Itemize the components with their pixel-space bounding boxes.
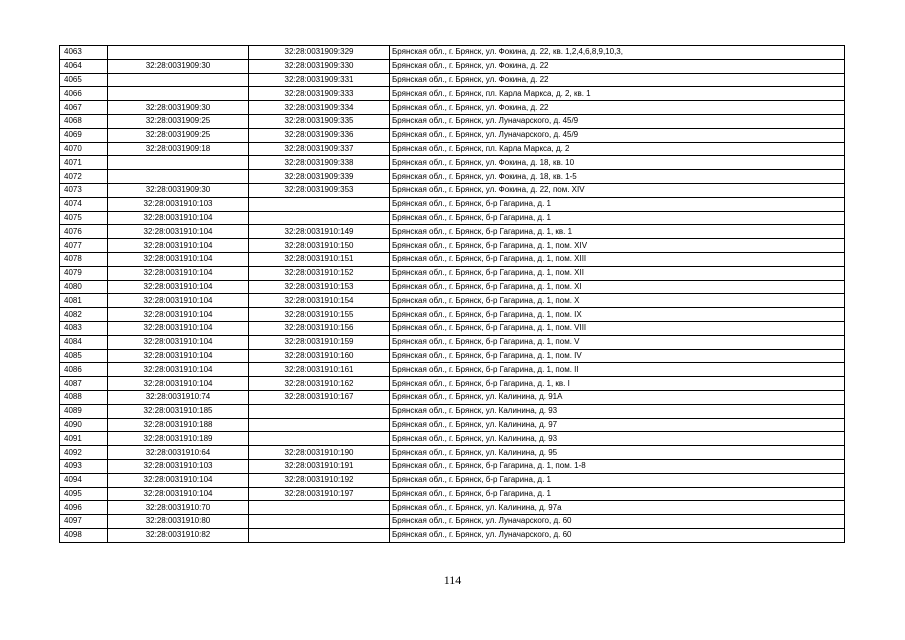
- row-number-cell: 4084: [60, 335, 108, 349]
- table-row: [60, 46, 845, 60]
- table-row: [60, 459, 845, 473]
- address-cell: Брянская обл., г. Брянск, б-р Гагарина, д. 1, пом. II: [390, 363, 845, 377]
- row-number-cell: 4083: [60, 321, 108, 335]
- object-number-cell: 32:28:0031910:160: [249, 349, 390, 363]
- address-cell: Брянская обл., г. Брянск, б-р Гагарина, д. 1: [390, 197, 845, 211]
- object-number-cell: [249, 404, 390, 418]
- object-number-cell: 32:28:0031909:339: [249, 170, 390, 184]
- row-number-cell: 4096: [60, 501, 108, 515]
- table-row: [60, 101, 845, 115]
- land-parcel-number-cell: 32:28:0031910:104: [108, 280, 249, 294]
- land-parcel-number-cell: 32:28:0031910:185: [108, 404, 249, 418]
- land-parcel-number-cell: 32:28:0031910:104: [108, 252, 249, 266]
- address-cell: Брянская обл., г. Брянск, ул. Фокина, д. 22: [390, 73, 845, 87]
- object-number-cell: 32:28:0031910:190: [249, 446, 390, 460]
- row-number-cell: 4097: [60, 515, 108, 529]
- table-row: [60, 335, 845, 349]
- land-parcel-number-cell: 32:28:0031910:104: [108, 363, 249, 377]
- address-cell: Брянская обл., г. Брянск, б-р Гагарина, д. 1, кв. 1: [390, 225, 845, 239]
- land-parcel-number-cell: [108, 87, 249, 101]
- row-number-cell: 4067: [60, 101, 108, 115]
- land-parcel-number-cell: 32:28:0031909:25: [108, 128, 249, 142]
- row-number-cell: 4077: [60, 239, 108, 253]
- address-cell: Брянская обл., г. Брянск, б-р Гагарина, д. 1: [390, 211, 845, 225]
- row-number-cell: 4080: [60, 280, 108, 294]
- table-row: [60, 528, 845, 542]
- land-parcel-number-cell: 32:28:0031909:30: [108, 59, 249, 73]
- row-number-cell: 4070: [60, 142, 108, 156]
- address-cell: Брянская обл., г. Брянск, ул. Калинина, д. 93: [390, 432, 845, 446]
- land-parcel-number-cell: [108, 170, 249, 184]
- table-row: [60, 280, 845, 294]
- table-row: [60, 197, 845, 211]
- row-number-cell: 4064: [60, 59, 108, 73]
- land-parcel-number-cell: 32:28:0031910:70: [108, 501, 249, 515]
- land-parcel-number-cell: 32:28:0031910:82: [108, 528, 249, 542]
- address-cell: Брянская обл., г. Брянск, б-р Гагарина, д. 1, пом. VIII: [390, 321, 845, 335]
- row-number-cell: 4076: [60, 225, 108, 239]
- table-row: [60, 418, 845, 432]
- address-cell: Брянская обл., г. Брянск, б-р Гагарина, д. 1, пом. IV: [390, 349, 845, 363]
- object-number-cell: [249, 528, 390, 542]
- row-number-cell: 4073: [60, 183, 108, 197]
- row-number-cell: 4089: [60, 404, 108, 418]
- land-parcel-number-cell: 32:28:0031910:104: [108, 473, 249, 487]
- address-cell: Брянская обл., г. Брянск, ул. Луначарского, д. 60: [390, 515, 845, 529]
- table-row: [60, 308, 845, 322]
- row-number-cell: 4094: [60, 473, 108, 487]
- land-parcel-number-cell: [108, 156, 249, 170]
- address-cell: Брянская обл., г. Брянск, ул. Фокина, д. 22: [390, 101, 845, 115]
- row-number-cell: 4072: [60, 170, 108, 184]
- land-parcel-number-cell: [108, 46, 249, 60]
- address-cell: Брянская обл., г. Брянск, ул. Фокина, д. 22, пом. XIV: [390, 183, 845, 197]
- address-cell: Брянская обл., г. Брянск, б-р Гагарина, д. 1, пом. 1-8: [390, 459, 845, 473]
- object-number-cell: 32:28:0031909:353: [249, 183, 390, 197]
- table-row: [60, 487, 845, 501]
- address-cell: Брянская обл., г. Брянск, б-р Гагарина, д. 1, пом. IX: [390, 308, 845, 322]
- row-number-cell: 4092: [60, 446, 108, 460]
- table-row: [60, 142, 845, 156]
- row-number-cell: 4069: [60, 128, 108, 142]
- row-number-cell: 4075: [60, 211, 108, 225]
- row-number-cell: 4087: [60, 377, 108, 391]
- table-row: [60, 183, 845, 197]
- table-row: [60, 87, 845, 101]
- object-number-cell: 32:28:0031909:337: [249, 142, 390, 156]
- land-parcel-number-cell: 32:28:0031910:104: [108, 349, 249, 363]
- row-number-cell: 4071: [60, 156, 108, 170]
- row-number-cell: 4091: [60, 432, 108, 446]
- table-row: [60, 446, 845, 460]
- row-number-cell: 4063: [60, 46, 108, 60]
- address-cell: Брянская обл., г. Брянск, б-р Гагарина, д. 1: [390, 473, 845, 487]
- land-parcel-number-cell: 32:28:0031910:104: [108, 225, 249, 239]
- table-row: [60, 239, 845, 253]
- row-number-cell: 4085: [60, 349, 108, 363]
- land-parcel-number-cell: 32:28:0031910:104: [108, 294, 249, 308]
- object-number-cell: [249, 418, 390, 432]
- address-cell: Брянская обл., г. Брянск, ул. Фокина, д. 22: [390, 59, 845, 73]
- table-row: [60, 114, 845, 128]
- address-cell: Брянская обл., г. Брянск, ул. Луначарского, д. 45/9: [390, 128, 845, 142]
- address-cell: Брянская обл., г. Брянск, б-р Гагарина, д. 1, пом. XIV: [390, 239, 845, 253]
- address-cell: Брянская обл., г. Брянск, б-р Гагарина, д. 1, пом. V: [390, 335, 845, 349]
- table-row: [60, 156, 845, 170]
- object-number-cell: 32:28:0031910:162: [249, 377, 390, 391]
- land-parcel-number-cell: 32:28:0031910:189: [108, 432, 249, 446]
- table-row: [60, 349, 845, 363]
- object-number-cell: 32:28:0031909:330: [249, 59, 390, 73]
- land-parcel-number-cell: 32:28:0031910:104: [108, 211, 249, 225]
- land-parcel-number-cell: 32:28:0031910:104: [108, 239, 249, 253]
- object-number-cell: 32:28:0031910:197: [249, 487, 390, 501]
- object-number-cell: [249, 432, 390, 446]
- object-number-cell: [249, 197, 390, 211]
- address-cell: Брянская обл., г. Брянск, ул. Фокина, д. 18, кв. 1-5: [390, 170, 845, 184]
- address-cell: Брянская обл., г. Брянск, ул. Луначарского, д. 45/9: [390, 114, 845, 128]
- object-number-cell: 32:28:0031910:156: [249, 321, 390, 335]
- table-row: [60, 128, 845, 142]
- object-number-cell: 32:28:0031910:161: [249, 363, 390, 377]
- row-number-cell: 4078: [60, 252, 108, 266]
- address-cell: Брянская обл., г. Брянск, ул. Калинина, д. 97: [390, 418, 845, 432]
- row-number-cell: 4079: [60, 266, 108, 280]
- land-parcel-number-cell: 32:28:0031909:18: [108, 142, 249, 156]
- table-row: [60, 390, 845, 404]
- object-number-cell: 32:28:0031910:151: [249, 252, 390, 266]
- table-row: [60, 170, 845, 184]
- page-number: 114: [443, 573, 462, 587]
- land-parcel-number-cell: 32:28:0031909:25: [108, 114, 249, 128]
- address-cell: Брянская обл., г. Брянск, б-р Гагарина, д. 1, пом. XII: [390, 266, 845, 280]
- table-row: [60, 321, 845, 335]
- table-row: [60, 432, 845, 446]
- object-number-cell: 32:28:0031909:331: [249, 73, 390, 87]
- object-number-cell: 32:28:0031909:334: [249, 101, 390, 115]
- object-number-cell: 32:28:0031910:150: [249, 239, 390, 253]
- row-number-cell: 4090: [60, 418, 108, 432]
- object-number-cell: [249, 515, 390, 529]
- table-row: [60, 294, 845, 308]
- address-cell: Брянская обл., г. Брянск, б-р Гагарина, д. 1: [390, 487, 845, 501]
- land-parcel-number-cell: 32:28:0031909:30: [108, 183, 249, 197]
- table-row: [60, 377, 845, 391]
- table-body: [60, 46, 845, 543]
- row-number-cell: 4081: [60, 294, 108, 308]
- address-cell: Брянская обл., г. Брянск, пл. Карла Маркса, д. 2: [390, 142, 845, 156]
- table-row: [60, 501, 845, 515]
- row-number-cell: 4086: [60, 363, 108, 377]
- object-number-cell: 32:28:0031910:159: [249, 335, 390, 349]
- row-number-cell: 4088: [60, 390, 108, 404]
- row-number-cell: 4074: [60, 197, 108, 211]
- object-number-cell: 32:28:0031909:335: [249, 114, 390, 128]
- land-parcel-number-cell: 32:28:0031910:103: [108, 459, 249, 473]
- land-parcel-number-cell: 32:28:0031910:103: [108, 197, 249, 211]
- object-number-cell: 32:28:0031910:155: [249, 308, 390, 322]
- object-number-cell: 32:28:0031909:338: [249, 156, 390, 170]
- table-row: [60, 404, 845, 418]
- address-cell: Брянская обл., г. Брянск, ул. Фокина, д. 18, кв. 10: [390, 156, 845, 170]
- land-parcel-number-cell: 32:28:0031910:80: [108, 515, 249, 529]
- table-row: [60, 73, 845, 87]
- land-parcel-number-cell: 32:28:0031910:104: [108, 321, 249, 335]
- address-cell: Брянская обл., г. Брянск, пл. Карла Маркса, д. 2, кв. 1: [390, 87, 845, 101]
- object-number-cell: 32:28:0031910:192: [249, 473, 390, 487]
- table-row: [60, 252, 845, 266]
- row-number-cell: 4095: [60, 487, 108, 501]
- object-number-cell: 32:28:0031910:149: [249, 225, 390, 239]
- object-number-cell: [249, 501, 390, 515]
- table-row: [60, 266, 845, 280]
- row-number-cell: 4068: [60, 114, 108, 128]
- land-parcel-number-cell: 32:28:0031910:74: [108, 390, 249, 404]
- object-number-cell: [249, 211, 390, 225]
- land-parcel-number-cell: 32:28:0031910:188: [108, 418, 249, 432]
- land-parcel-number-cell: 32:28:0031910:104: [108, 487, 249, 501]
- land-parcel-number-cell: 32:28:0031910:104: [108, 335, 249, 349]
- object-number-cell: 32:28:0031909:336: [249, 128, 390, 142]
- object-number-cell: 32:28:0031910:167: [249, 390, 390, 404]
- row-number-cell: 4098: [60, 528, 108, 542]
- table-row: [60, 225, 845, 239]
- table-row: [60, 363, 845, 377]
- object-number-cell: 32:28:0031909:329: [249, 46, 390, 60]
- object-number-cell: 32:28:0031910:153: [249, 280, 390, 294]
- address-cell: Брянская обл., г. Брянск, ул. Калинина, д. 95: [390, 446, 845, 460]
- row-number-cell: 4093: [60, 459, 108, 473]
- land-parcel-number-cell: 32:28:0031910:104: [108, 266, 249, 280]
- address-cell: Брянская обл., г. Брянск, б-р Гагарина, д. 1, пом. XIII: [390, 252, 845, 266]
- object-number-cell: 32:28:0031910:191: [249, 459, 390, 473]
- table-row: [60, 515, 845, 529]
- address-cell: Брянская обл., г. Брянск, ул. Фокина, д. 22, кв. 1,2,4,6,8,9,10,3,: [390, 46, 845, 60]
- object-number-cell: 32:28:0031910:152: [249, 266, 390, 280]
- land-parcel-number-cell: 32:28:0031910:64: [108, 446, 249, 460]
- address-cell: Брянская обл., г. Брянск, ул. Калинина, д. 91А: [390, 390, 845, 404]
- address-cell: Брянская обл., г. Брянск, ул. Калинина, д. 97а: [390, 501, 845, 515]
- cadastral-table: [59, 45, 845, 543]
- table-row: [60, 211, 845, 225]
- table-row: [60, 59, 845, 73]
- land-parcel-number-cell: 32:28:0031909:30: [108, 101, 249, 115]
- address-cell: Брянская обл., г. Брянск, ул. Луначарского, д. 60: [390, 528, 845, 542]
- table-row: [60, 473, 845, 487]
- row-number-cell: 4082: [60, 308, 108, 322]
- address-cell: Брянская обл., г. Брянск, б-р Гагарина, д. 1, пом. XI: [390, 280, 845, 294]
- address-cell: Брянская обл., г. Брянск, б-р Гагарина, д. 1, пом. X: [390, 294, 845, 308]
- land-parcel-number-cell: 32:28:0031910:104: [108, 377, 249, 391]
- address-cell: Брянская обл., г. Брянск, ул. Калинина, д. 93: [390, 404, 845, 418]
- row-number-cell: 4066: [60, 87, 108, 101]
- object-number-cell: 32:28:0031910:154: [249, 294, 390, 308]
- address-cell: Брянская обл., г. Брянск, б-р Гагарина, д. 1, кв. I: [390, 377, 845, 391]
- object-number-cell: 32:28:0031909:333: [249, 87, 390, 101]
- land-parcel-number-cell: [108, 73, 249, 87]
- land-parcel-number-cell: 32:28:0031910:104: [108, 308, 249, 322]
- row-number-cell: 4065: [60, 73, 108, 87]
